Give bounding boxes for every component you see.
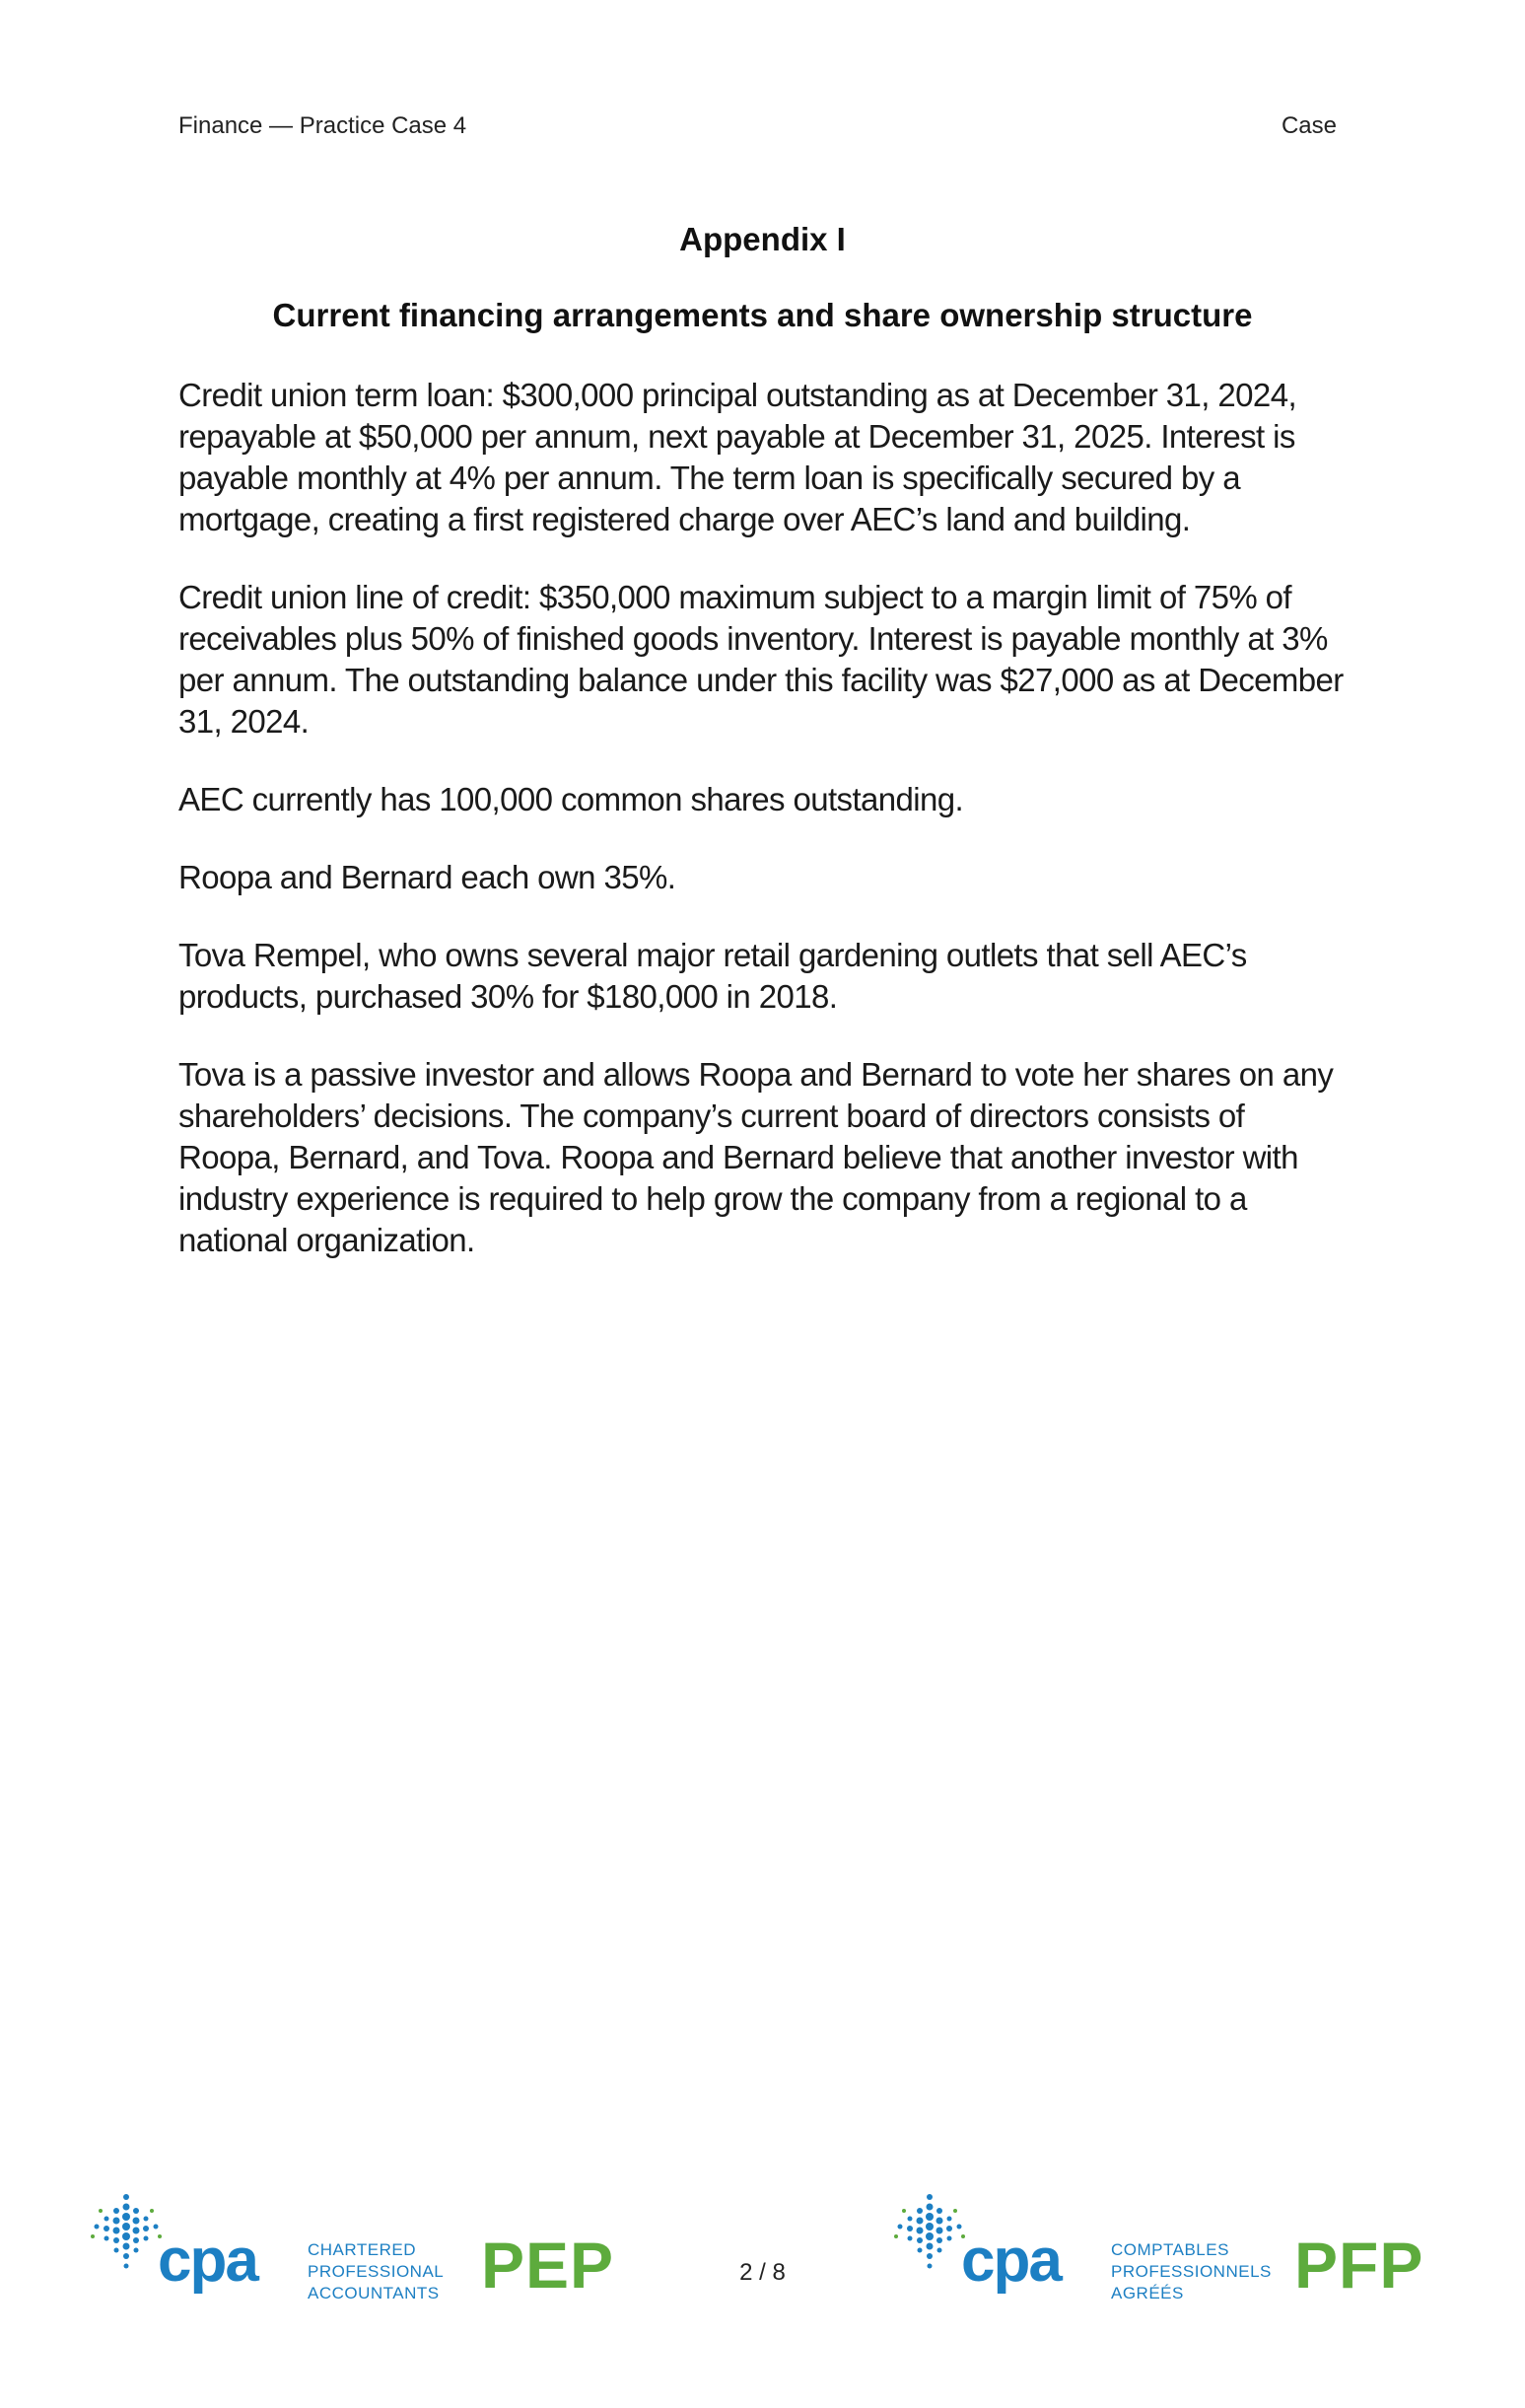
paragraph-line-of-credit: Credit union line of credit: $350,000 maximum subject to a margin limit of 75% of receivables plus 50% of finished goods inventory. Interest is payable monthly at 3% per annum. The outstanding balance under this facility was $27,000 as at December 31, 2024.: [178, 579, 1344, 740]
page-header-right: Case: [1281, 112, 1337, 139]
cpa-en-line1: CHARTERED: [308, 2240, 416, 2259]
cpa-en-line2: PROFESSIONAL: [308, 2262, 445, 2281]
cpa-fr-line2: PROFESSIONNELS: [1111, 2262, 1272, 2281]
paragraph-ownership: Roopa and Bernard each own 35%.: [178, 859, 676, 895]
cpa-fr-line3: AGRÉÉS: [1111, 2284, 1184, 2302]
cpa-wordmark-fr: cpa: [961, 2227, 1061, 2295]
page-number: 2 / 8: [739, 2259, 786, 2286]
cpa-fr-line1: COMPTABLES: [1111, 2240, 1229, 2259]
cpa-wordmark-en: cpa: [158, 2227, 257, 2295]
pep-program-mark: PEP: [481, 2229, 615, 2302]
paragraph-term-loan: Credit union term loan: $300,000 principal outstanding as at December 31, 2024, repayable at $50,000 per annum, next payable at December 31, 2025. Interest is payable monthly at 4% per annum. The term loan is specifically secured by a mortgage, creating a first registered charge over AEC’s land and building.: [178, 377, 1297, 537]
cpa-en-line3: ACCOUNTANTS: [308, 2284, 440, 2302]
paragraph-tova-purchase: Tova Rempel, who owns several major retail gardening outlets that sell AEC’s products, purchased 30% for $180,000 in 2018.: [178, 937, 1247, 1015]
page-header-left: Finance — Practice Case 4: [178, 112, 467, 139]
paragraph-tova-passive: Tova is a passive investor and allows Roopa and Bernard to vote her shares on any shareholders’ decisions. The company’s current board of directors consists of Roopa, Bernard, and Tova. Roopa and Bernard believe that another investor with industry experience is required to help grow the company from a regional to a national organization.: [178, 1056, 1334, 1258]
paragraph-shares-outstanding: AEC currently has 100,000 common shares outstanding.: [178, 781, 964, 817]
pfp-program-mark: PFP: [1294, 2229, 1424, 2302]
section-title: Current financing arrangements and share ownership structure: [272, 297, 1253, 333]
appendix-title: Appendix I: [679, 221, 846, 257]
document-body: [178, 375, 1347, 1298]
